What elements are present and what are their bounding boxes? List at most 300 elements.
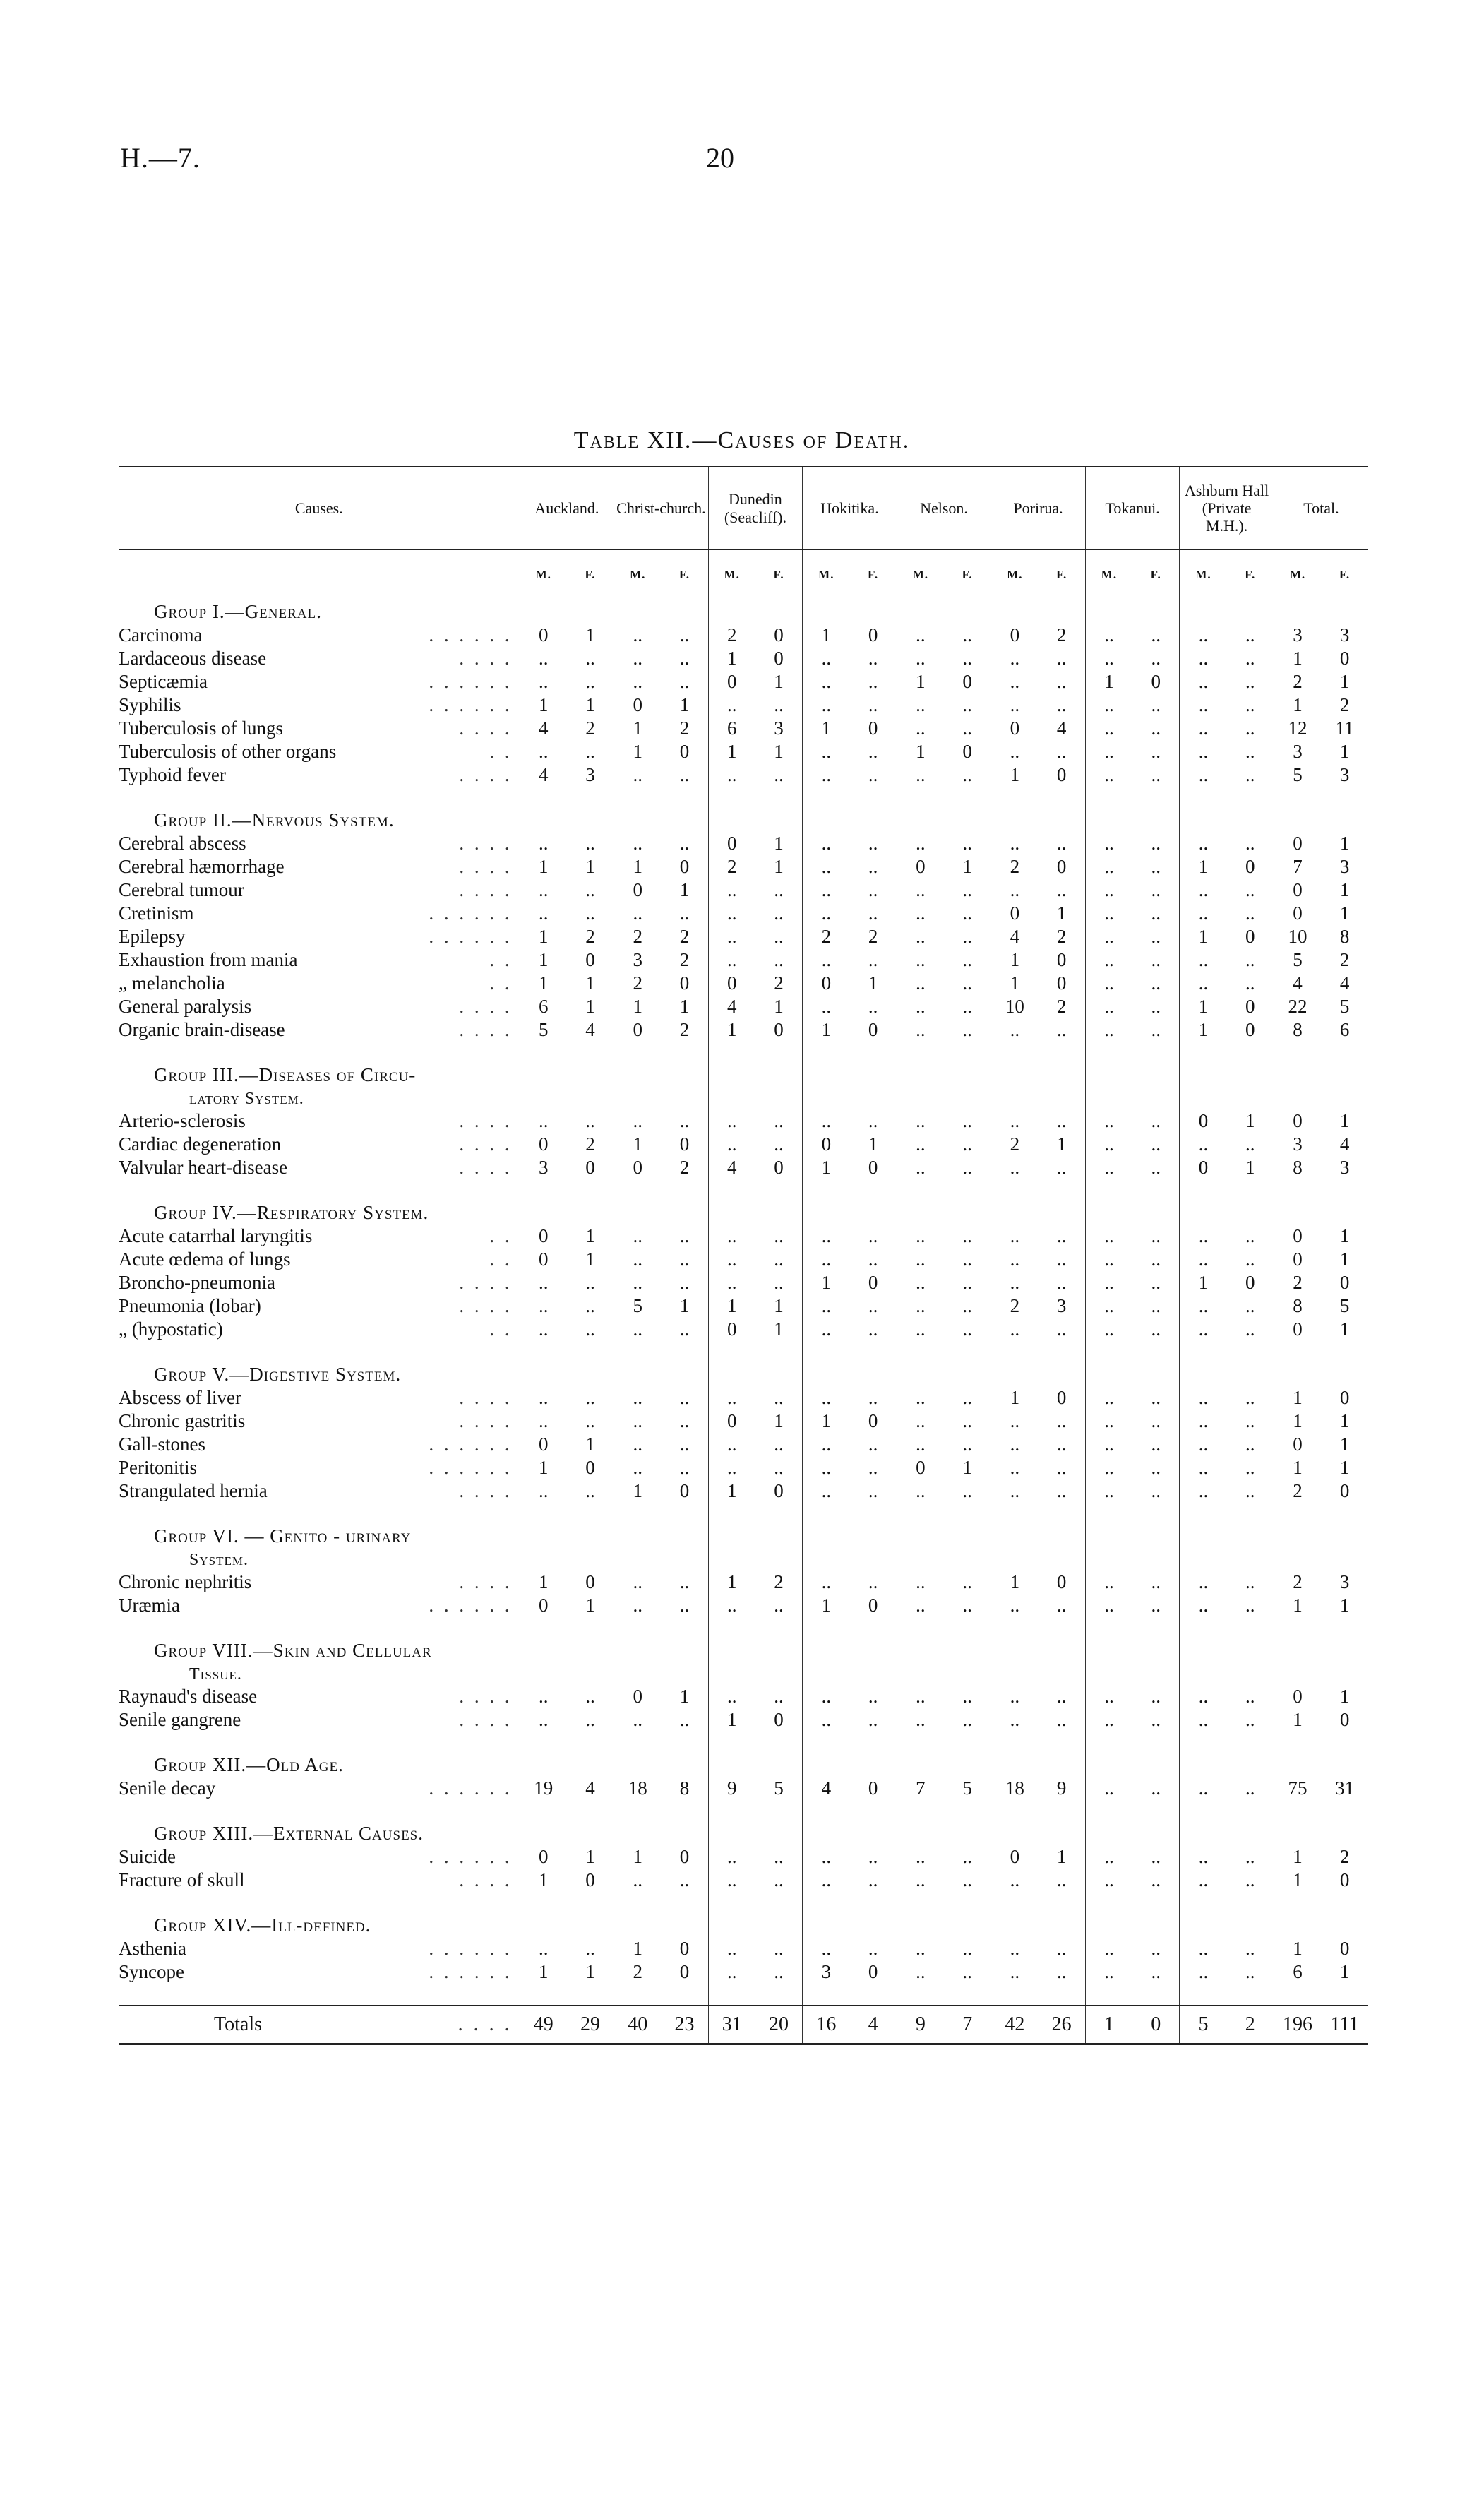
value-cell: .. [1151,1157,1161,1178]
value-cell: 0 [520,1225,567,1248]
value-cell: 0 [1274,1109,1321,1133]
group-number: Group V. [154,1364,230,1385]
empty-cell [991,1913,1039,1937]
cause-name: Typhoid fever [119,764,226,785]
value-cell: .. [868,879,878,900]
empty-cell [1321,787,1368,808]
value-cell: 0 [1339,1387,1350,1408]
value-cell: 4 [708,995,755,1018]
value-cell: 0 [1245,926,1255,947]
spacer-row [119,1892,1368,1913]
value-cell: .. [708,948,755,972]
empty-cell [1180,1984,1227,2006]
empty-cell [1132,600,1180,624]
value-cell: .. [774,694,784,715]
value-cell: .. [803,1109,850,1133]
value-cell: 3 [520,1156,567,1179]
value-cell: 42 [991,2006,1039,2044]
empty-cell [1180,1179,1227,1201]
table-row [119,832,1368,855]
empty-cell [849,1201,897,1225]
value-cell: .. [897,1410,944,1433]
value-cell: .. [868,741,878,762]
value-cell: .. [585,1387,595,1408]
empty-cell [614,1179,662,1201]
empty-cell [755,1753,803,1777]
table-row [119,1018,1368,1042]
cause-name: Cerebral abscess [119,833,246,854]
value-cell: 26 [1039,2006,1086,2044]
value-cell: .. [1085,1156,1132,1179]
empty-cell [1274,1503,1321,1524]
value-cell: 0 [1056,1387,1067,1408]
spacer-row [119,787,1368,808]
empty-cell [708,1524,755,1548]
spacer-row [119,1732,1368,1753]
value-cell: .. [585,741,595,762]
value-cell: .. [803,855,850,878]
value-cell: .. [1085,1318,1132,1341]
empty-cell [897,600,944,624]
value-cell: .. [803,1248,850,1271]
empty-cell [661,1548,708,1571]
cause-name: Asthenia [119,1938,186,1959]
empty-cell [567,787,614,808]
value-cell: .. [897,902,944,925]
group-heading-row [119,1362,1368,1386]
cause-cell [119,1571,520,1594]
group-number: Group IV. [154,1202,237,1223]
page-number: 20 [706,142,734,174]
empty-cell [803,1662,850,1685]
value-cell: 0 [1056,949,1067,970]
empty-cell [708,1503,755,1524]
empty-cell [803,1503,850,1524]
value-cell: 7 [897,1777,944,1800]
value-cell: .. [1085,1133,1132,1156]
group-heading [119,1362,520,1386]
value-cell: .. [1085,1410,1132,1433]
empty-cell [803,1063,850,1087]
empty-cell [1321,1548,1368,1571]
value-cell: .. [1151,1777,1161,1799]
table-row [119,670,1368,693]
cause-cell [119,1386,520,1410]
empty-cell [849,1503,897,1524]
value-cell: 3 [1274,1133,1321,1156]
value-cell: .. [962,1225,972,1246]
value-cell: .. [1085,1479,1132,1503]
value-cell: .. [1151,1869,1161,1890]
value-cell: 1 [803,624,850,647]
cause-name: Chronic nephritis [119,1571,252,1592]
empty-cell [567,1984,614,2006]
value-cell: .. [897,693,944,717]
table-row [119,902,1368,925]
empty-cell [1180,1800,1227,1821]
blank-cell [119,1800,520,1821]
empty-cell [1180,1087,1227,1109]
value-cell: 0 [679,1133,690,1155]
value-cell: 0 [585,1571,595,1592]
empty-cell [991,1063,1039,1087]
value-cell: .. [708,1433,755,1456]
report-code: H.—7. [120,142,201,174]
empty-cell [1274,600,1321,624]
empty-cell [708,1984,755,2006]
value-cell: .. [1056,1019,1067,1040]
cause-wrap [119,855,520,878]
empty-cell [1085,1548,1132,1571]
value-cell: .. [708,1869,755,1892]
value-cell: 0 [679,856,690,877]
value-cell: .. [1056,1595,1067,1616]
empty-cell [803,1201,850,1225]
empty-cell [1039,1617,1086,1638]
empty-cell [614,1617,662,1638]
value-cell: .. [1151,694,1161,715]
empty-cell [1227,1984,1274,2006]
value-cell: .. [1245,1133,1255,1155]
value-cell: .. [520,1386,567,1410]
value-cell: .. [991,1937,1039,1960]
empty-cell [1180,1548,1227,1571]
empty-cell [661,1753,708,1777]
value-cell: .. [991,1456,1039,1479]
empty-cell [755,1732,803,1753]
empty-cell [661,1524,708,1548]
empty-cell [1132,808,1180,832]
value-cell: .. [614,1433,662,1456]
empty-cell [1039,1638,1086,1662]
value-cell: 9 [1056,1777,1067,1799]
value-cell: .. [1085,1937,1132,1960]
value-cell: 1 [1339,1318,1350,1340]
empty-cell [1321,1662,1368,1685]
value-cell: .. [1151,1571,1161,1592]
empty-cell [897,1913,944,1937]
value-cell: .. [708,1456,755,1479]
value-cell: 0 [679,972,690,994]
value-cell: .. [1151,972,1161,994]
empty-cell [520,1617,567,1638]
value-cell: 4 [520,763,567,787]
cause-name: Abscess of liver [119,1387,241,1408]
value-cell: .. [991,1271,1039,1294]
value-cell: .. [614,1869,662,1892]
value-cell: .. [1085,647,1132,670]
value-cell: 1 [991,948,1039,972]
value-cell: 0 [614,1156,662,1179]
group-name: —Ill-defined. [251,1914,371,1936]
value-cell: .. [679,671,690,692]
value-cell: 0 [679,1846,690,1867]
empty-cell [1039,600,1086,624]
value-cell: .. [868,1434,878,1455]
value-cell: .. [1056,1961,1067,1982]
value-cell: 111 [1321,2006,1368,2044]
table-row [119,1109,1368,1133]
sex-label: F. [1150,568,1161,581]
value-cell: .. [708,1845,755,1869]
empty-cell [897,1063,944,1087]
group-heading [119,1638,520,1662]
value-cell: 0 [585,1457,595,1478]
empty-cell [1321,1503,1368,1524]
empty-cell [614,600,662,624]
leader-dots: . . [489,1225,513,1246]
value-cell: .. [679,1410,690,1431]
value-cell: .. [1180,1133,1227,1156]
value-cell: .. [585,1410,595,1431]
empty-cell [849,1362,897,1386]
value-cell: 18 [614,1777,662,1800]
value-cell: 5 [1274,948,1321,972]
value-cell: 2 [991,1294,1039,1318]
value-cell: .. [1180,1594,1227,1617]
value-cell: .. [897,1960,944,1984]
value-cell: 0 [774,624,784,645]
value-cell: 2 [614,925,662,948]
spacer-row [119,1800,1368,1821]
empty-cell [661,1063,708,1087]
value-cell: .. [679,764,690,785]
group-heading-row [119,1201,1368,1225]
value-cell: .. [679,1869,690,1890]
value-cell: .. [897,1869,944,1892]
table-row [119,1708,1368,1732]
group-title [119,1754,344,1775]
leader-dots: . . . . [459,879,513,900]
empty-cell [520,1662,567,1685]
value-cell: .. [962,1595,972,1616]
sex-label: M. [1180,549,1227,600]
leader-dots: . . . . [459,1295,513,1316]
value-cell: .. [585,1272,595,1293]
empty-cell [1227,1201,1274,1225]
value-cell: .. [1180,693,1227,717]
cause-cell [119,1133,520,1156]
leader-dots: . . . . [459,648,513,669]
empty-cell [1132,1892,1180,1913]
value-cell: .. [991,1018,1039,1042]
cause-name: Tuberculosis of other organs [119,741,337,762]
empty-cell [661,1984,708,2006]
cause-name: Pneumonia (lobar) [119,1295,261,1316]
cause-name: Strangulated hernia [119,1480,268,1501]
empty-cell [849,1732,897,1753]
empty-cell [897,787,944,808]
value-cell: .. [520,1479,567,1503]
empty-cell [567,1063,614,1087]
value-cell: 1 [1339,1410,1350,1431]
value-cell: 1 [1339,1225,1350,1246]
empty-cell [991,1821,1039,1845]
value-cell: 3 [1339,1157,1350,1178]
spacer-row [119,1503,1368,1524]
value-cell: .. [708,1594,755,1617]
empty-cell [755,1617,803,1638]
value-cell: 1 [803,1410,850,1433]
value-cell: .. [868,1869,878,1890]
empty-cell [944,1662,991,1685]
empty-cell [567,1800,614,1821]
table-row [119,1294,1368,1318]
empty-cell [755,1503,803,1524]
value-cell: 5 [1339,1295,1350,1316]
empty-cell [1180,1753,1227,1777]
value-cell: .. [868,833,878,854]
empty-cell [1132,1362,1180,1386]
empty-cell [1274,1892,1321,1913]
value-cell: 1 [1180,855,1227,878]
empty-cell [708,787,755,808]
value-cell: 2 [679,926,690,947]
value-cell: .. [708,1109,755,1133]
group-title [119,1364,401,1385]
table-row [119,1318,1368,1341]
empty-cell [661,1892,708,1913]
cause-name: Senile decay [119,1777,216,1799]
value-cell: .. [1180,624,1227,647]
leader-dots: . . . . [459,856,513,877]
empty-cell [1321,1063,1368,1087]
empty-cell [520,1732,567,1753]
empty-cell [708,1662,755,1685]
value-cell: .. [1180,1294,1227,1318]
empty-cell [803,1984,850,2006]
value-cell: 1 [774,1318,784,1340]
cause-cell [119,878,520,902]
value-cell: .. [962,1387,972,1408]
empty-cell [661,1179,708,1201]
empty-cell [803,1821,850,1845]
value-cell: 3 [774,717,784,739]
cause-wrap [119,1845,520,1869]
group-heading-row [119,1524,1368,1548]
value-cell: 16 [803,2006,850,2044]
value-cell: 9 [897,2006,944,2044]
value-cell: .. [803,1433,850,1456]
value-cell: 2 [774,972,784,994]
empty-cell [614,1087,662,1109]
cause-name: Cardiac degeneration [119,1133,282,1155]
value-cell: 4 [585,1019,595,1040]
cause-cell [119,1685,520,1708]
empty-cell [614,1732,662,1753]
cause-wrap [119,832,520,855]
value-cell: .. [1180,1960,1227,1984]
empty-cell [944,1087,991,1109]
value-cell: 1 [1274,693,1321,717]
group-name-continued: latory System. [189,1090,304,1108]
value-cell: 1 [897,740,944,763]
value-cell: 1 [803,1594,850,1617]
empty-cell [803,1617,850,1638]
value-cell: .. [991,740,1039,763]
value-cell: .. [1180,1937,1227,1960]
value-cell: 2 [679,949,690,970]
value-cell: .. [1151,1961,1161,1982]
empty-cell [567,1341,614,1362]
leader-dots: . . [489,741,513,762]
cause-cell [119,1777,520,1800]
empty-cell [1085,808,1132,832]
value-cell: 5 [1339,996,1350,1017]
cause-wrap [119,1225,520,1248]
value-cell: 0 [1056,764,1067,785]
value-cell: .. [1151,1272,1161,1293]
value-cell: .. [803,1294,850,1318]
value-cell: .. [1085,1456,1132,1479]
empty-cell [567,808,614,832]
value-cell: .. [614,1708,662,1732]
empty-cell [1274,808,1321,832]
value-cell: 0 [1151,671,1161,692]
value-cell: 1 [774,856,784,877]
value-cell: .. [1151,1110,1161,1131]
value-cell: 0 [708,1318,755,1341]
value-cell: .. [614,670,662,693]
sex-label: F. [1339,568,1351,581]
value-cell: .. [897,1433,944,1456]
value-cell: 0 [1274,1433,1321,1456]
table-row [119,1456,1368,1479]
empty-cell [661,1617,708,1638]
value-cell: .. [897,1571,944,1594]
empty-cell [755,1800,803,1821]
value-cell: 1 [708,1018,755,1042]
value-cell: 1 [614,995,662,1018]
value-cell: .. [1085,1777,1132,1800]
blank-cell [119,1179,520,1201]
cause-cell [119,1960,520,1984]
column-header: Total. [1274,467,1368,549]
value-cell: .. [803,995,850,1018]
value-cell: .. [1151,1938,1161,1959]
value-cell: .. [991,1960,1039,1984]
blank-cell [119,549,520,600]
value-cell: .. [1085,1109,1132,1133]
group-name-continued: System. [189,1551,249,1569]
empty-cell [897,1503,944,1524]
table-row [119,1869,1368,1892]
value-cell: .. [679,902,690,924]
group-title [119,1525,411,1547]
cause-wrap [119,1109,520,1133]
value-cell: .. [1085,1386,1132,1410]
value-cell: .. [1056,1686,1067,1707]
value-cell: 1 [774,671,784,692]
empty-cell [1132,1913,1180,1937]
value-cell: 0 [1274,878,1321,902]
value-cell: .. [1085,855,1132,878]
column-header: Tokanui. [1085,467,1180,549]
empty-cell [991,1638,1039,1662]
value-cell: 1 [520,855,567,878]
value-cell: .. [868,856,878,877]
group-name: —Respiratory System. [237,1202,429,1223]
value-cell: 1 [1339,1595,1350,1616]
empty-cell [661,1087,708,1109]
value-cell: 7 [1274,855,1321,878]
leader-dots: . . . . . . [429,1846,513,1867]
empty-cell [520,1201,567,1225]
empty-cell [1180,600,1227,624]
cause-wrap [119,1018,520,1042]
empty-cell [1274,1524,1321,1548]
value-cell: 1 [1085,2006,1132,2044]
